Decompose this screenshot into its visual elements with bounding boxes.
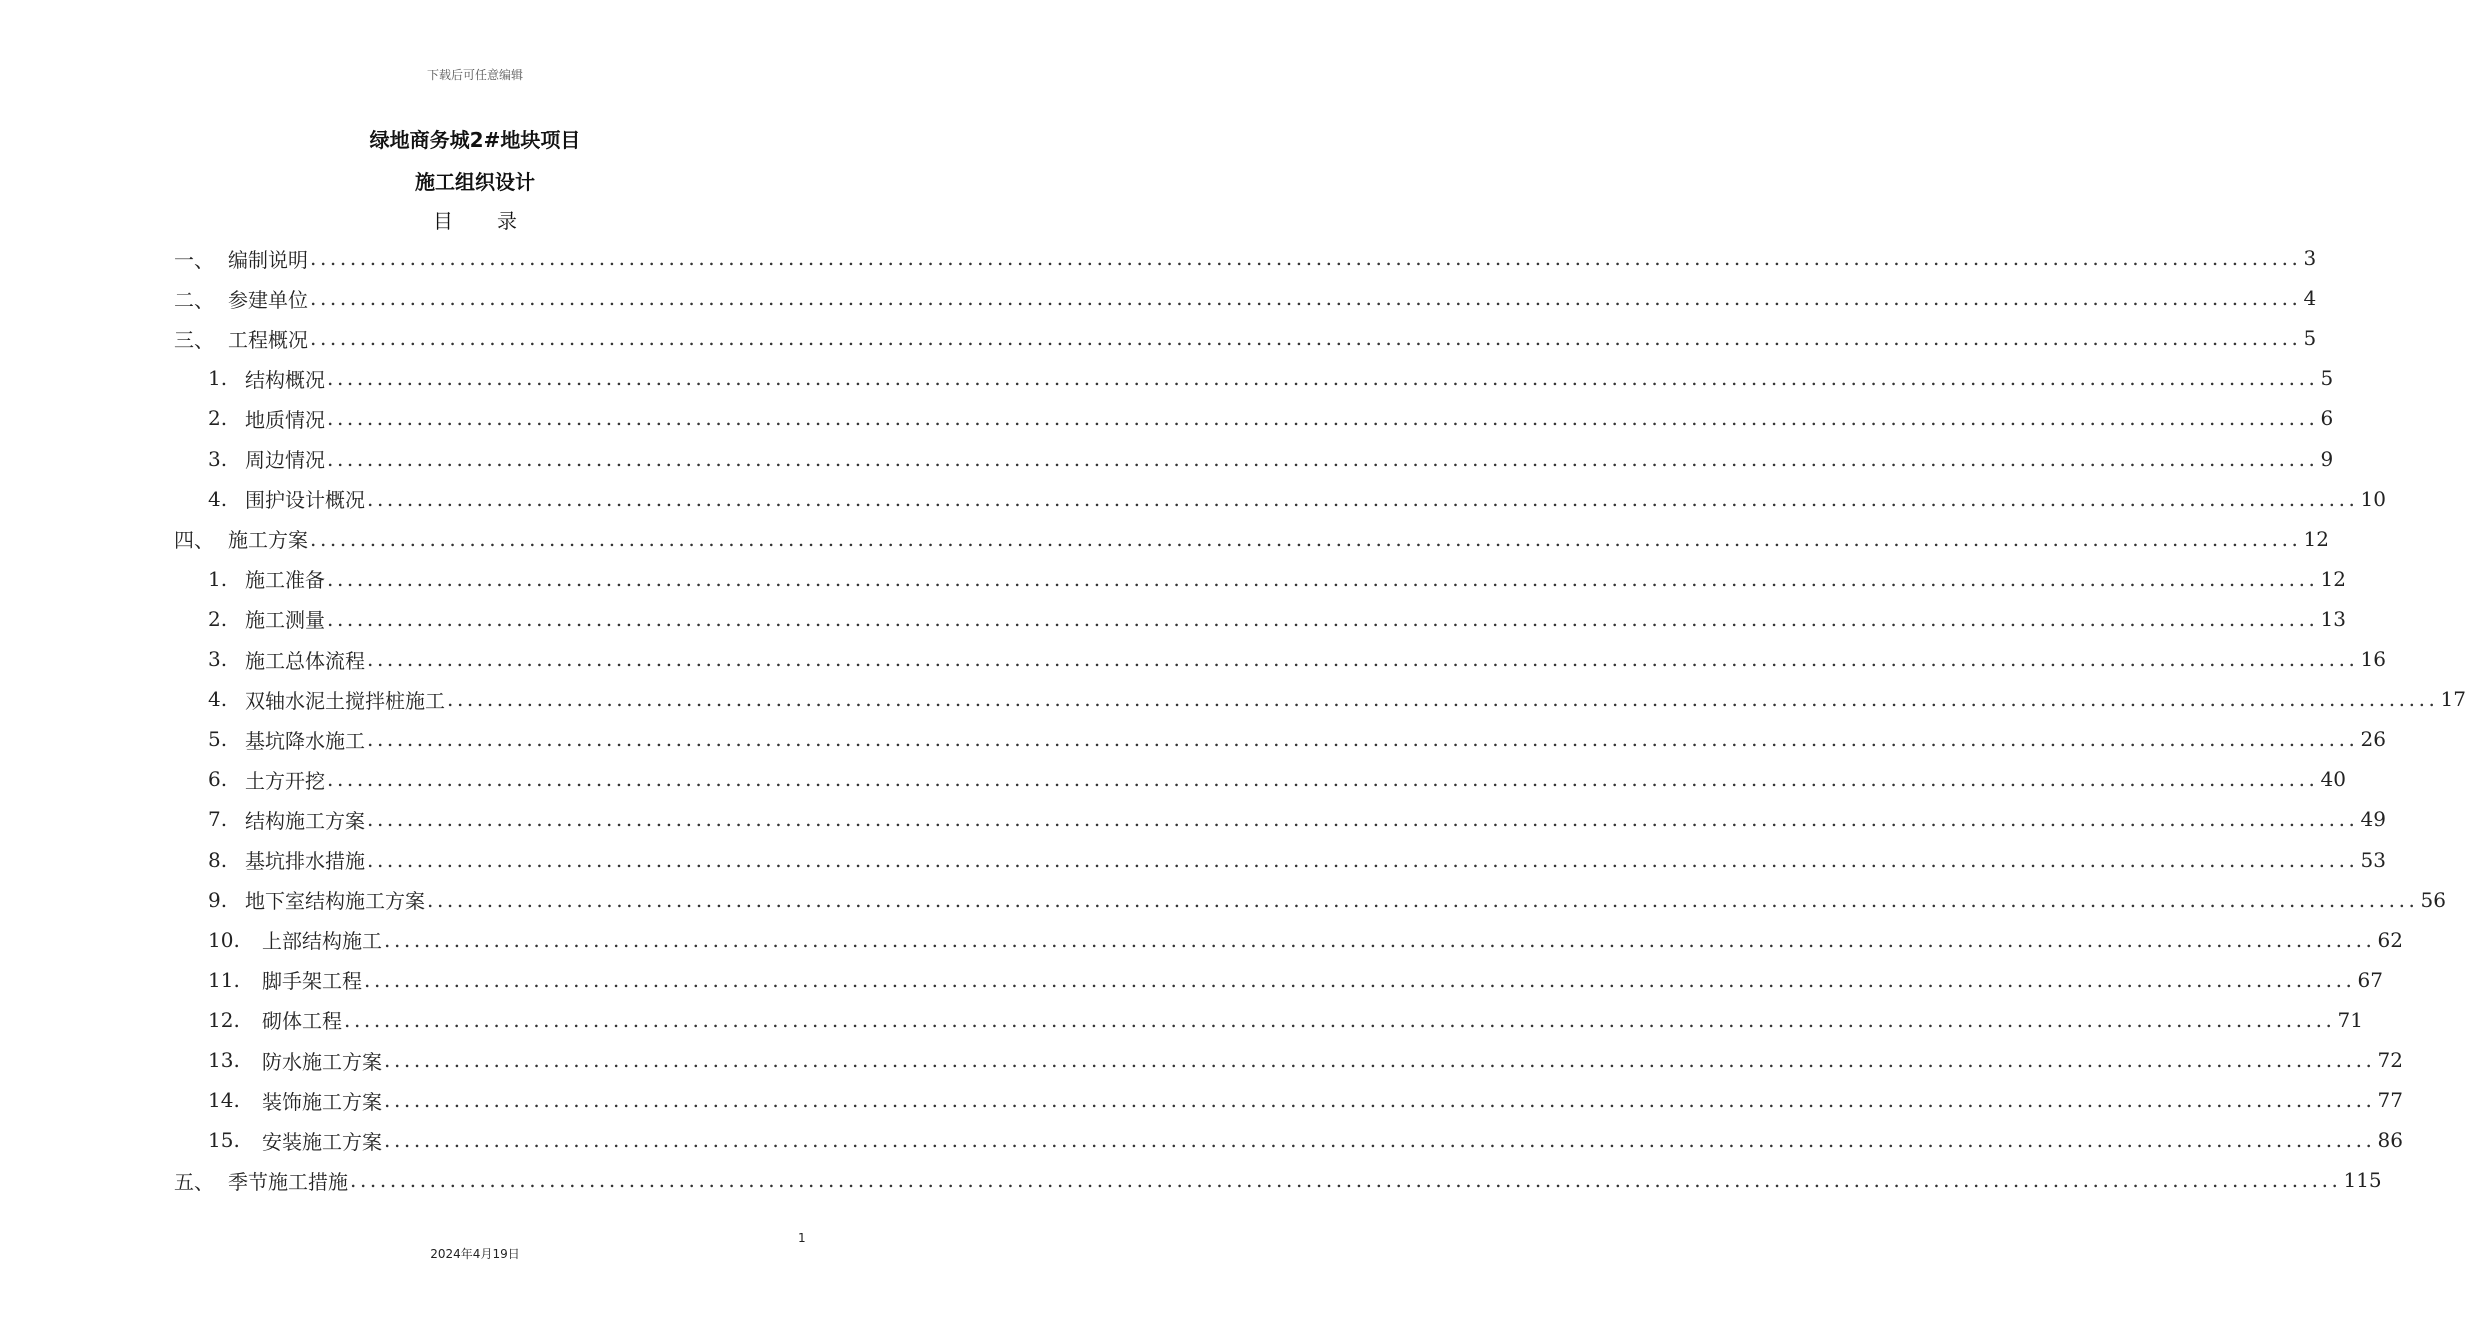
toc-entry[interactable] bbox=[208, 358, 2334, 398]
toc-entry-page: 16 bbox=[2360, 647, 2386, 671]
toc-entry-page: 12 bbox=[2303, 526, 2329, 551]
toc-entry[interactable] bbox=[208, 639, 2386, 679]
toc-entry-leader-dots: ........................................................................................................................................................................................................ bbox=[364, 967, 2356, 992]
toc-entry[interactable] bbox=[208, 1120, 2403, 1160]
toc-entry-leader-dots: ........................................................................................................................................................................................................ bbox=[327, 446, 2319, 471]
toc-entry-number: 二、 bbox=[174, 287, 214, 312]
toc-entry-number: 13. bbox=[208, 1048, 240, 1072]
toc-entry-leader-dots: ........................................................................................................................................................................................................ bbox=[310, 246, 2302, 270]
toc-entry[interactable] bbox=[174, 519, 2329, 559]
toc-entry[interactable] bbox=[208, 439, 2334, 479]
toc-entry[interactable] bbox=[208, 559, 2346, 599]
toc-entry-page: 26 bbox=[2360, 727, 2386, 752]
toc-entry-number: 1. bbox=[208, 366, 228, 391]
toc-entry-leader-dots: ........................................................................................................................................................................................................ bbox=[384, 1048, 2376, 1072]
toc-heading: 目录 bbox=[433, 209, 561, 233]
toc-entry-page: 72 bbox=[2377, 1048, 2403, 1072]
toc-entry-leader-dots: ........................................................................................................................................................................................................ bbox=[327, 566, 2319, 591]
toc-entry[interactable] bbox=[208, 1040, 2403, 1080]
toc-entry-page: 67 bbox=[2357, 967, 2383, 992]
toc-entry-number: 7. bbox=[208, 807, 228, 832]
toc-entry-leader-dots: ........................................................................................................................................................................................................ bbox=[310, 326, 2302, 351]
toc-entry-title: 地质情况 bbox=[245, 407, 325, 432]
toc-entry-title: 防水施工方案 bbox=[262, 1049, 382, 1074]
toc-entry-leader-dots: ........................................................................................................................................................................................................ bbox=[367, 647, 2359, 671]
toc-entry-number: 15. bbox=[208, 1128, 240, 1153]
toc-entry-leader-dots: ........................................................................................................................................................................................................ bbox=[310, 286, 2302, 311]
toc-entry-leader-dots: ........................................................................................................................................................................................................ bbox=[327, 767, 2319, 792]
toc-entry[interactable] bbox=[208, 880, 2446, 920]
toc-entry-title: 周边情况 bbox=[245, 448, 325, 472]
toc-entry-title: 编制说明 bbox=[228, 247, 308, 272]
toc-entry-title: 脚手架工程 bbox=[262, 969, 362, 994]
document-title: 绿地商务城2#地块项目 bbox=[369, 128, 581, 152]
toc-entry-page: 56 bbox=[2420, 887, 2446, 912]
toc-entry-page: 53 bbox=[2360, 847, 2386, 872]
toc-entry-page: 62 bbox=[2377, 927, 2403, 952]
toc-entry[interactable] bbox=[208, 840, 2386, 880]
toc-entry[interactable] bbox=[208, 759, 2346, 799]
toc-entry-leader-dots: ........................................................................................................................................................................................................ bbox=[327, 606, 2319, 631]
toc-entry-leader-dots: ........................................................................................................................................................................................................ bbox=[384, 1128, 2376, 1153]
toc-entry-title: 施工总体流程 bbox=[245, 648, 365, 673]
toc-entry-page: 5 bbox=[2303, 326, 2317, 351]
toc-entry-number: 10. bbox=[208, 927, 240, 952]
toc-entry-title: 安装施工方案 bbox=[262, 1129, 382, 1154]
toc-entry-title: 装饰施工方案 bbox=[262, 1089, 382, 1114]
toc-entry[interactable] bbox=[208, 1080, 2403, 1120]
toc-entry-title: 结构施工方案 bbox=[245, 808, 365, 833]
toc-entry-page: 49 bbox=[2360, 807, 2386, 832]
toc-entry-leader-dots: ........................................................................................................................................................................................................ bbox=[310, 526, 2302, 551]
toc-entry-number: 2. bbox=[208, 406, 228, 431]
toc-entry-leader-dots: ........................................................................................................................................................................................................ bbox=[327, 406, 2319, 431]
toc-entry-page: 17 bbox=[2440, 687, 2466, 712]
toc-entry-number: 1. bbox=[208, 566, 228, 591]
toc-entry-page: 86 bbox=[2377, 1128, 2403, 1153]
toc-entry-leader-dots: ........................................................................................................................................................................................................ bbox=[447, 687, 2439, 712]
toc-entry[interactable] bbox=[208, 799, 2386, 839]
toc-entry[interactable] bbox=[174, 318, 2317, 358]
toc-entry[interactable] bbox=[208, 679, 2466, 719]
toc-entry[interactable] bbox=[208, 599, 2346, 639]
toc-entry-title: 参建单位 bbox=[228, 287, 308, 312]
toc-entry-number: 9. bbox=[208, 887, 228, 912]
toc-entry-page: 5 bbox=[2320, 366, 2334, 391]
toc-entry-page: 4 bbox=[2303, 286, 2317, 311]
footer-date: 2024年4月19日 bbox=[430, 1247, 520, 1261]
page-number: 1 bbox=[798, 1231, 806, 1245]
toc-entry-page: 71 bbox=[2337, 1007, 2363, 1032]
header-note: 下载后可任意编辑 bbox=[426, 68, 523, 82]
toc-entry-page: 3 bbox=[2303, 246, 2317, 270]
toc-entry-number: 5. bbox=[208, 727, 228, 752]
toc-entry-page: 40 bbox=[2320, 767, 2346, 792]
toc-entry-page: 12 bbox=[2320, 566, 2346, 591]
toc-entry-title: 基坑排水措施 bbox=[245, 849, 365, 873]
toc-entry[interactable] bbox=[174, 238, 2317, 278]
toc-entry[interactable] bbox=[208, 719, 2386, 759]
toc-entry-number: 11. bbox=[208, 967, 240, 992]
toc-entry-page: 77 bbox=[2377, 1088, 2403, 1113]
toc-entry-leader-dots: ........................................................................................................................................................................................................ bbox=[327, 366, 2319, 391]
toc-entry-leader-dots: ........................................................................................................................................................................................................ bbox=[367, 807, 2359, 832]
document-subtitle: 施工组织设计 bbox=[415, 170, 535, 194]
toc-entry-number: 四、 bbox=[174, 528, 214, 553]
toc-entry-page: 10 bbox=[2360, 486, 2386, 511]
toc-entry-title: 结构概况 bbox=[245, 367, 325, 392]
toc-entry-title: 施工准备 bbox=[245, 568, 325, 593]
toc-entry-title: 上部结构施工 bbox=[262, 929, 382, 954]
toc-entry-title: 工程概况 bbox=[228, 327, 308, 352]
toc-entry-leader-dots: ........................................................................................................................................................................................................ bbox=[384, 1088, 2376, 1113]
toc-entry-page: 9 bbox=[2320, 446, 2334, 471]
toc-entry-title: 砌体工程 bbox=[262, 1009, 342, 1034]
toc-entry-page: 115 bbox=[2343, 1168, 2382, 1193]
toc-entry-number: 8. bbox=[208, 847, 228, 872]
toc-entry-number: 6. bbox=[208, 767, 228, 792]
toc-entry[interactable] bbox=[208, 398, 2334, 438]
toc-entry[interactable] bbox=[174, 278, 2317, 318]
toc-entry-leader-dots: ........................................................................................................................................................................................................ bbox=[350, 1168, 2342, 1193]
toc-entry-number: 4. bbox=[208, 486, 228, 511]
toc-entry-leader-dots: ........................................................................................................................................................................................................ bbox=[427, 887, 2419, 912]
toc-entry[interactable] bbox=[208, 960, 2383, 1000]
toc-entry-number: 3. bbox=[208, 647, 228, 671]
toc-entry-title: 围护设计概况 bbox=[245, 488, 365, 513]
toc-entry-leader-dots: ........................................................................................................................................................................................................ bbox=[344, 1007, 2336, 1032]
toc-entry-title: 施工方案 bbox=[228, 528, 308, 553]
toc-entry[interactable] bbox=[174, 1160, 2382, 1200]
toc-entry-number: 2. bbox=[208, 606, 228, 631]
toc-entry-number: 3. bbox=[208, 446, 228, 471]
toc-entry-number: 三、 bbox=[174, 327, 214, 352]
toc-entry-page: 13 bbox=[2320, 606, 2346, 631]
toc-entry-title: 地下室结构施工方案 bbox=[245, 889, 425, 914]
toc-entry-number: 14. bbox=[208, 1088, 240, 1113]
toc-entry-leader-dots: ........................................................................................................................................................................................................ bbox=[384, 927, 2376, 952]
toc-entry[interactable] bbox=[208, 920, 2403, 960]
toc-entry-title: 基坑降水施工 bbox=[245, 728, 365, 753]
toc-entry-leader-dots: ........................................................................................................................................................................................................ bbox=[367, 727, 2359, 752]
toc-entry-title: 双轴水泥土搅拌桩施工 bbox=[245, 688, 445, 713]
toc-entry-number: 12. bbox=[208, 1007, 240, 1032]
toc-entry-leader-dots: ........................................................................................................................................................................................................ bbox=[367, 847, 2359, 872]
toc-entry-title: 施工测量 bbox=[245, 608, 325, 633]
toc-entry-title: 土方开挖 bbox=[245, 768, 325, 793]
toc-entry[interactable] bbox=[208, 1000, 2363, 1040]
toc-entry-number: 五、 bbox=[174, 1169, 214, 1194]
toc-entry-title: 季节施工措施 bbox=[228, 1169, 348, 1194]
toc-entry-page: 6 bbox=[2320, 406, 2334, 431]
toc-entry-number: 一、 bbox=[174, 247, 214, 272]
toc-entry[interactable] bbox=[208, 479, 2386, 519]
toc-entry-leader-dots: ........................................................................................................................................................................................................ bbox=[367, 486, 2359, 511]
toc-entry-number: 4. bbox=[208, 687, 228, 712]
